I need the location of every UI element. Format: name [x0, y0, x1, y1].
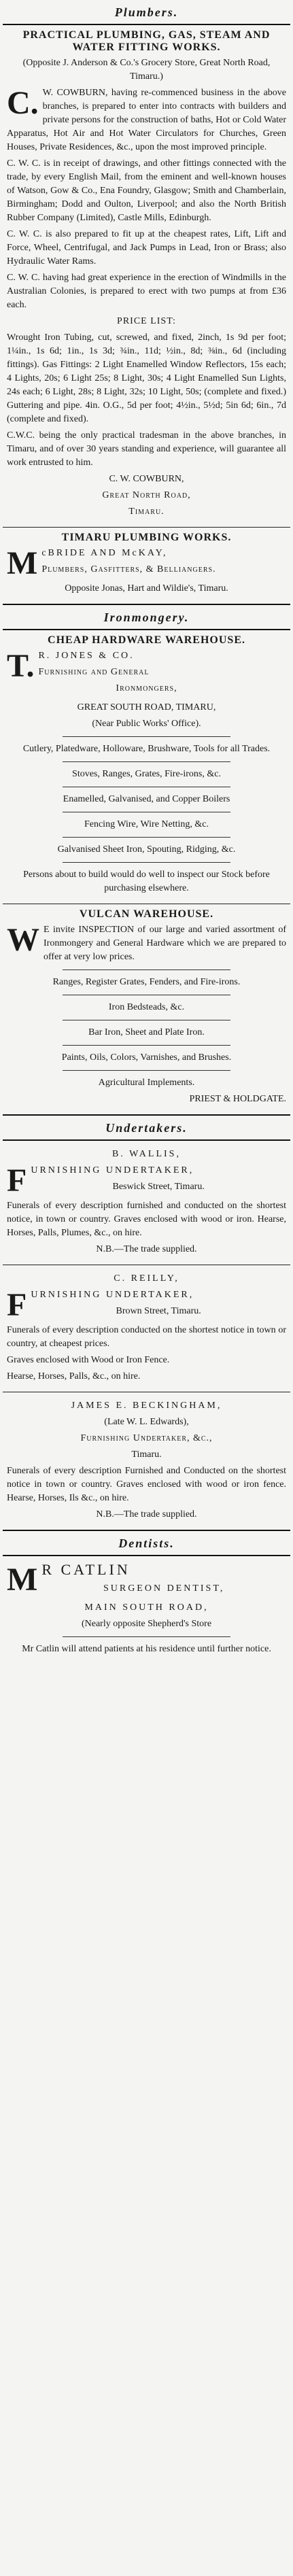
drop-cap: F [7, 1163, 27, 1199]
ad-name: R. JONES & CO. [38, 651, 135, 661]
ad-trade: Furnishing Undertaker, &c., [80, 1433, 213, 1443]
ad-name: B. WALLIS, [112, 1149, 181, 1159]
ad-name: cBRIDE AND McKAY, [41, 548, 168, 558]
ad-cowburn [0, 25, 293, 527]
ad-item: Iron Bedsteads, &c. [108, 1002, 185, 1012]
ad-item: Bar Iron, Sheet and Plate Iron. [88, 1027, 205, 1037]
drop-cap: C. [7, 85, 39, 121]
ad-item: Agricultural Implements. [98, 1078, 195, 1088]
ad-note: N.B.—The trade supplied. [96, 1509, 197, 1519]
divider [63, 837, 230, 838]
ad-item: Enamelled, Galvanised, and Copper Boilers [63, 794, 230, 804]
divider [63, 862, 230, 863]
signature-name: C. W. COWBURN, [109, 474, 184, 484]
signature-town: Timaru. [128, 506, 165, 517]
section-heading-undertakers: Undertakers. [105, 1121, 188, 1135]
price-list-heading: PRICE LIST: [117, 316, 176, 326]
ad-title: TIMARU PLUMBING WORKS. [61, 532, 232, 543]
ad-reilly [0, 1265, 293, 1392]
ad-title: VULCAN WAREHOUSE. [79, 908, 214, 920]
ad-trade: SURGEON DENTIST, [103, 1583, 225, 1594]
ad-text: W. COWBURN, having re-commenced business in the above branches, is prepared to enter into contracts with builders and private persons for the construction of baths, Hot or Cold Water Apparatus, Hot Air and Hot Water Circulators for Churches, Green Houses, Private Residences, &c., upon the most improved principle. [7, 88, 286, 152]
ad-late: (Late W. L. Edwards), [104, 1417, 189, 1427]
drop-cap: T. [7, 648, 35, 684]
ad-signature: PRIEST & HOLDGATE. [189, 1094, 286, 1104]
ad-address: GREAT SOUTH ROAD, TIMARU, [77, 702, 216, 712]
ad-catlin [0, 1556, 293, 1664]
ad-wallis [0, 1141, 293, 1265]
divider [63, 761, 230, 762]
price-list: Wrought Iron Tubing, cut, screwed, and fixed, 2inch, 1s 9d per foot; 1¼in., 1s 6d; 1in., 1s 3d; ¾in., 11d; ½in., 8d; ⅜in., 6d (including fittings). Gas Fittings: 2 Light Enamelled Window Reflectors, 15s each; 4 Lights, 20s; 6 Light 25s; 8 Light, 30s; 4 Light Enamelled Sun Lights, 24s each; 6 Light, 28s; 8 Light, 32s; 10 Light, 50s; (complete and fixed.) Guttering and pipe. 4in. O.G., 5d per foot; 4½in., 5½d; 5in 6d; 6in., 7d (complete and fixed). [7, 332, 286, 424]
ad-item: Fencing Wire, Wire Netting, &c. [84, 819, 209, 829]
ad-address: Brown Street, Timaru. [116, 1306, 201, 1316]
ad-paragraph: Funerals of every description conducted on the shortest notice in town or country, at cheapest prices. [7, 1325, 286, 1349]
ad-trade: URNISHING UNDERTAKER, [31, 1165, 194, 1175]
ad-paragraph: C. W. C. having had great experience in the erection of Windmills in the Australian Colonies, is prepared to erect with two pumps at from £36 each. [7, 273, 286, 310]
ad-paragraph [7, 86, 286, 154]
signature-address: Great North Road, [102, 490, 191, 500]
ad-trade: Plumbers, Gasfitters, & Belliangers. [41, 564, 216, 574]
section-heading-ironmongery: Ironmongery. [103, 611, 190, 624]
section-heading-dentists: Dentists. [118, 1536, 175, 1550]
divider [63, 1636, 230, 1637]
divider [63, 1070, 230, 1071]
ad-paragraph: Graves enclosed with Wood or Iron Fence. [7, 1355, 170, 1365]
ad-town: Timaru. [131, 1449, 162, 1460]
ad-item: Cutlery, Platedware, Holloware, Brushware, Tools for all Trades. [22, 744, 271, 754]
ad-trade: Ironmongers, [116, 683, 177, 693]
ad-location: Opposite Jonas, Hart and Wildie's, Timaru. [65, 583, 228, 594]
ad-item: Paints, Oils, Colors, Varnishes, and Brushes. [61, 1052, 232, 1063]
ad-note: N.B.—The trade supplied. [96, 1244, 197, 1254]
divider [63, 1045, 230, 1046]
ad-item: Stoves, Ranges, Grates, Fire-irons, &c. [72, 769, 221, 779]
ad-paragraph: Hearse, Horses, Palls, &c., on hire. [7, 1371, 141, 1381]
ad-address: MAIN SOUTH ROAD, [84, 1602, 209, 1613]
section-heading-plumbers: Plumbers. [114, 5, 179, 19]
ad-paragraph: C.W.C. being the only practical tradesman in the above branches, in Timaru, and of over 30 years standing and experience, will guarantee all work entrusted to him. [7, 430, 286, 468]
ad-address: Beswick Street, Timaru. [112, 1182, 205, 1192]
ad-location: (Opposite J. Anderson & Co.'s Grocery Store, Great North Road, Timaru.) [22, 58, 271, 82]
ad-near: (Near Public Works' Office). [92, 719, 201, 729]
ad-trade: Furnishing and General [38, 667, 150, 677]
divider [63, 736, 230, 737]
ad-vulcan [0, 904, 293, 1114]
ad-paragraph: Funerals of every description furnished and conducted on the shortest notice, in town or country. Graves enclosed with wood or iron. Hearse, Horses, Palls, Plumes, &c., on hire. [7, 1201, 286, 1238]
ad-name: R CATLIN [41, 1561, 131, 1578]
ad-name: JAMES E. BECKINGHAM, [71, 1401, 222, 1411]
drop-cap: M [7, 545, 38, 581]
ad-paragraph: C. W. C. is in receipt of drawings, and other fittings connected with the trade, by every English Mail, from the eminent and well-known houses of Watson, Gow & Co., Ena Foundry, Glasgow; Smith and Chamberlain, Birmingham; Dodd and Oulton, Liverpool; and also the North British Rubber Company (Limited), Castle Mills, Edinburgh. [7, 158, 286, 223]
drop-cap: W [7, 922, 39, 958]
ad-item: Galvanised Sheet Iron, Spouting, Ridging, &c. [57, 844, 236, 855]
ad-title: CHEAP HARDWARE WAREHOUSE. [48, 634, 245, 646]
ad-title: PRACTICAL PLUMBING, GAS, STEAM AND WATER FITTING WORKS. [22, 29, 271, 53]
ad-text: E invite INSPECTION of our large and varied assortment of Ironmongery and General Hardware which we are prepared to offer at very low prices. [44, 925, 286, 962]
ad-name: C. REILLY, [114, 1273, 179, 1284]
ad-paragraph: Funerals of every description Furnished and Conducted on the shortest notice in town or country. Graves enclosed with wood or iron fence. Hearse, Horses, Ils &c., on hire. [7, 1466, 286, 1503]
ad-paragraph [7, 923, 286, 964]
ad-jones [0, 630, 293, 904]
ad-closing: Persons about to build would do well to inspect our Stock before purchasing elsewhere. [23, 870, 270, 893]
ad-trade: URNISHING UNDERTAKER, [31, 1290, 194, 1300]
drop-cap: M [7, 1562, 38, 1598]
drop-cap: F [7, 1287, 27, 1323]
ad-near: (Nearly opposite Shepherd's Store [81, 1619, 212, 1629]
ad-item: Ranges, Register Grates, Fenders, and Fire-irons. [52, 977, 241, 987]
ad-mcbride [0, 528, 293, 604]
ad-beckingham [0, 1392, 293, 1530]
ad-paragraph: C. W. C. is also prepared to fit up at the cheapest rates, Lift, Lift and Force, Wheel, Centrifugal, and Jack Pumps in Lead, Iron or Brass; also Hydraulic Water Rams. [7, 229, 286, 267]
divider [63, 969, 230, 970]
ad-closing: Mr Catlin will attend patients at his residence until further notice. [22, 1644, 271, 1654]
